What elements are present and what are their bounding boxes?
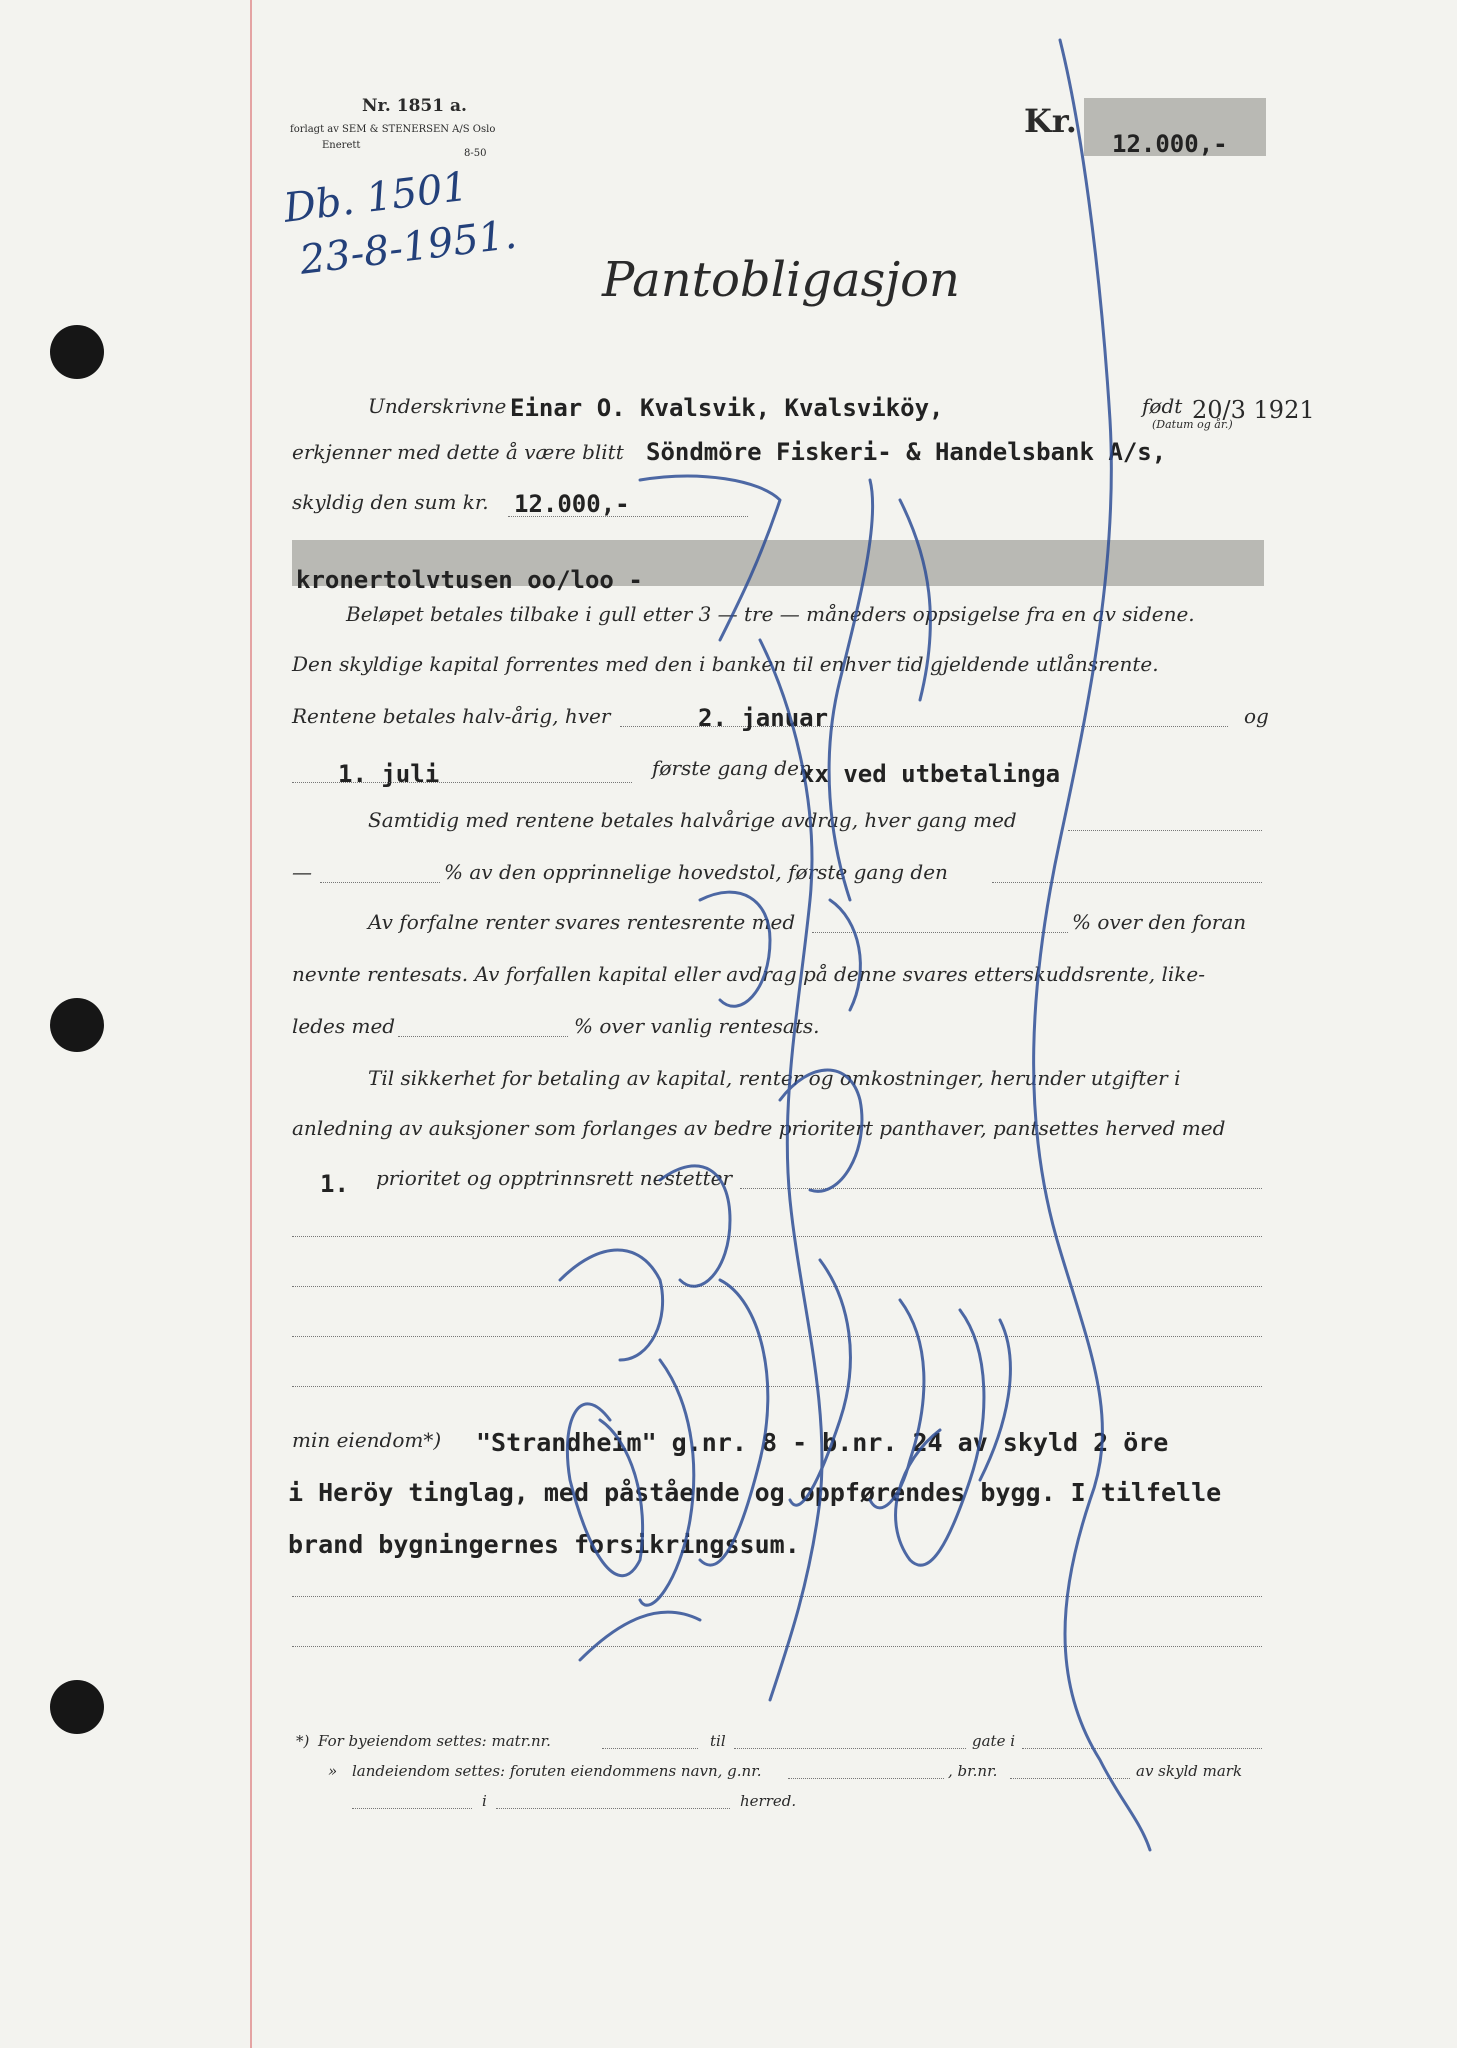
footnote-city-label: For byeiendom settes: matr.nr. — [318, 1732, 551, 1750]
footnote-district: herred. — [740, 1792, 797, 1810]
interest-date-2: 1. juli — [338, 760, 440, 788]
publisher-rights: Enerett — [322, 140, 361, 151]
property-line-3: brand bygningernes forsikringssum. — [288, 1530, 800, 1559]
born-hint: (Datum og år.) — [1152, 418, 1233, 431]
interest-and: og — [1244, 704, 1269, 728]
publisher-date: 8-50 — [464, 148, 487, 159]
priority-value: 1. — [320, 1170, 349, 1198]
footnote-land-label: landeiendom settes: foruten eiendommens navn, g.nr. — [352, 1762, 762, 1780]
likewise-tail: % over vanlig rentesats. — [574, 1014, 820, 1038]
stamp-doc-number: Db. 1501 — [281, 163, 471, 232]
publisher-line: forlagt av SEM & STENERSEN A/S Oslo — [290, 124, 496, 135]
property-line-2: i Heröy tinglag, med påstående og oppførendes bygg. I tilfelle — [288, 1478, 1222, 1507]
owe-label: skyldig den sum kr. — [292, 490, 489, 514]
body-line-2: Den skyldige kapital forrentes med den i banken til enhver tid gjeldende utlånsrente. — [292, 652, 1159, 676]
first-time-label: første gang den — [652, 756, 812, 780]
stamp-date: 23-8-1951. — [297, 211, 520, 284]
compound-tail: % over den foran — [1072, 910, 1247, 934]
likewise-label: ledes med — [292, 1014, 396, 1038]
footnote-street: gate i — [972, 1732, 1016, 1750]
interest-date-1: 2. januar — [698, 704, 829, 732]
amount-label: Kr. — [1024, 102, 1077, 140]
property-line-1: "Strandheim" g.nr. 8 - b.nr. 24 av skyld 2 öre — [476, 1428, 1169, 1457]
owe-value: 12.000,- — [514, 490, 630, 518]
footnote-brnr: , br.nr. — [948, 1762, 998, 1780]
body-line-8: nevnte rentesats. Av forfallen kapital eller avdrag på denne svares etterskuddsrente, like- — [292, 962, 1205, 986]
body-line-1: Beløpet betales tilbake i gull etter 3 — tre — måneders oppsigelse fra en av sidene. — [346, 602, 1195, 626]
footnote-skyld: av skyld mark — [1136, 1762, 1243, 1780]
principal-label: % av den opprinnelige hovedstol, første gang den — [444, 860, 948, 884]
first-time-value: xx ved utbetalinga — [800, 760, 1061, 788]
property-label: min eiendom*) — [292, 1428, 442, 1452]
acknowledge-label: erkjenner med dette å være blitt — [292, 440, 624, 464]
undersigned-label: Underskrivne — [368, 394, 507, 418]
priority-label: prioritet og opptrinnsrett nestetter — [376, 1166, 733, 1190]
body-line-11: anledning av auksjoner som forlanges av bedre prioritert panthaver, pantsettes herved med — [292, 1116, 1226, 1140]
born-value: 20/3 1921 — [1192, 396, 1315, 424]
footnote-mark-2: » — [328, 1762, 338, 1780]
compound-label: Av forfalne renter svares rentesrente med — [368, 910, 796, 934]
footnote-in: i — [482, 1792, 487, 1810]
amount-words: kronertolvtusen oo/loo - — [296, 566, 643, 594]
creditor-value: Söndmöre Fiskeri- & Handelsbank A/s, — [646, 438, 1167, 466]
body-line-5: Samtidig med rentene betales halvårige avdrag, hver gang med — [368, 808, 1017, 832]
footnote-to: til — [710, 1732, 726, 1750]
document-title: Pantobligasjon — [602, 252, 960, 308]
amount-value: 12.000,- — [1112, 130, 1228, 158]
footnote-mark: *) — [296, 1732, 310, 1750]
percent-lead: — — [292, 860, 312, 884]
undersigned-value: Einar O. Kvalsvik, Kvalsviköy, — [510, 394, 944, 422]
form-number: Nr. 1851 a. — [362, 96, 467, 116]
born-label: født — [1142, 394, 1183, 418]
body-line-10: Til sikkerhet for betaling av kapital, renter og omkostninger, herunder utgifter i — [368, 1066, 1181, 1090]
interest-label: Rentene betales halv-årig, hver — [292, 704, 611, 728]
